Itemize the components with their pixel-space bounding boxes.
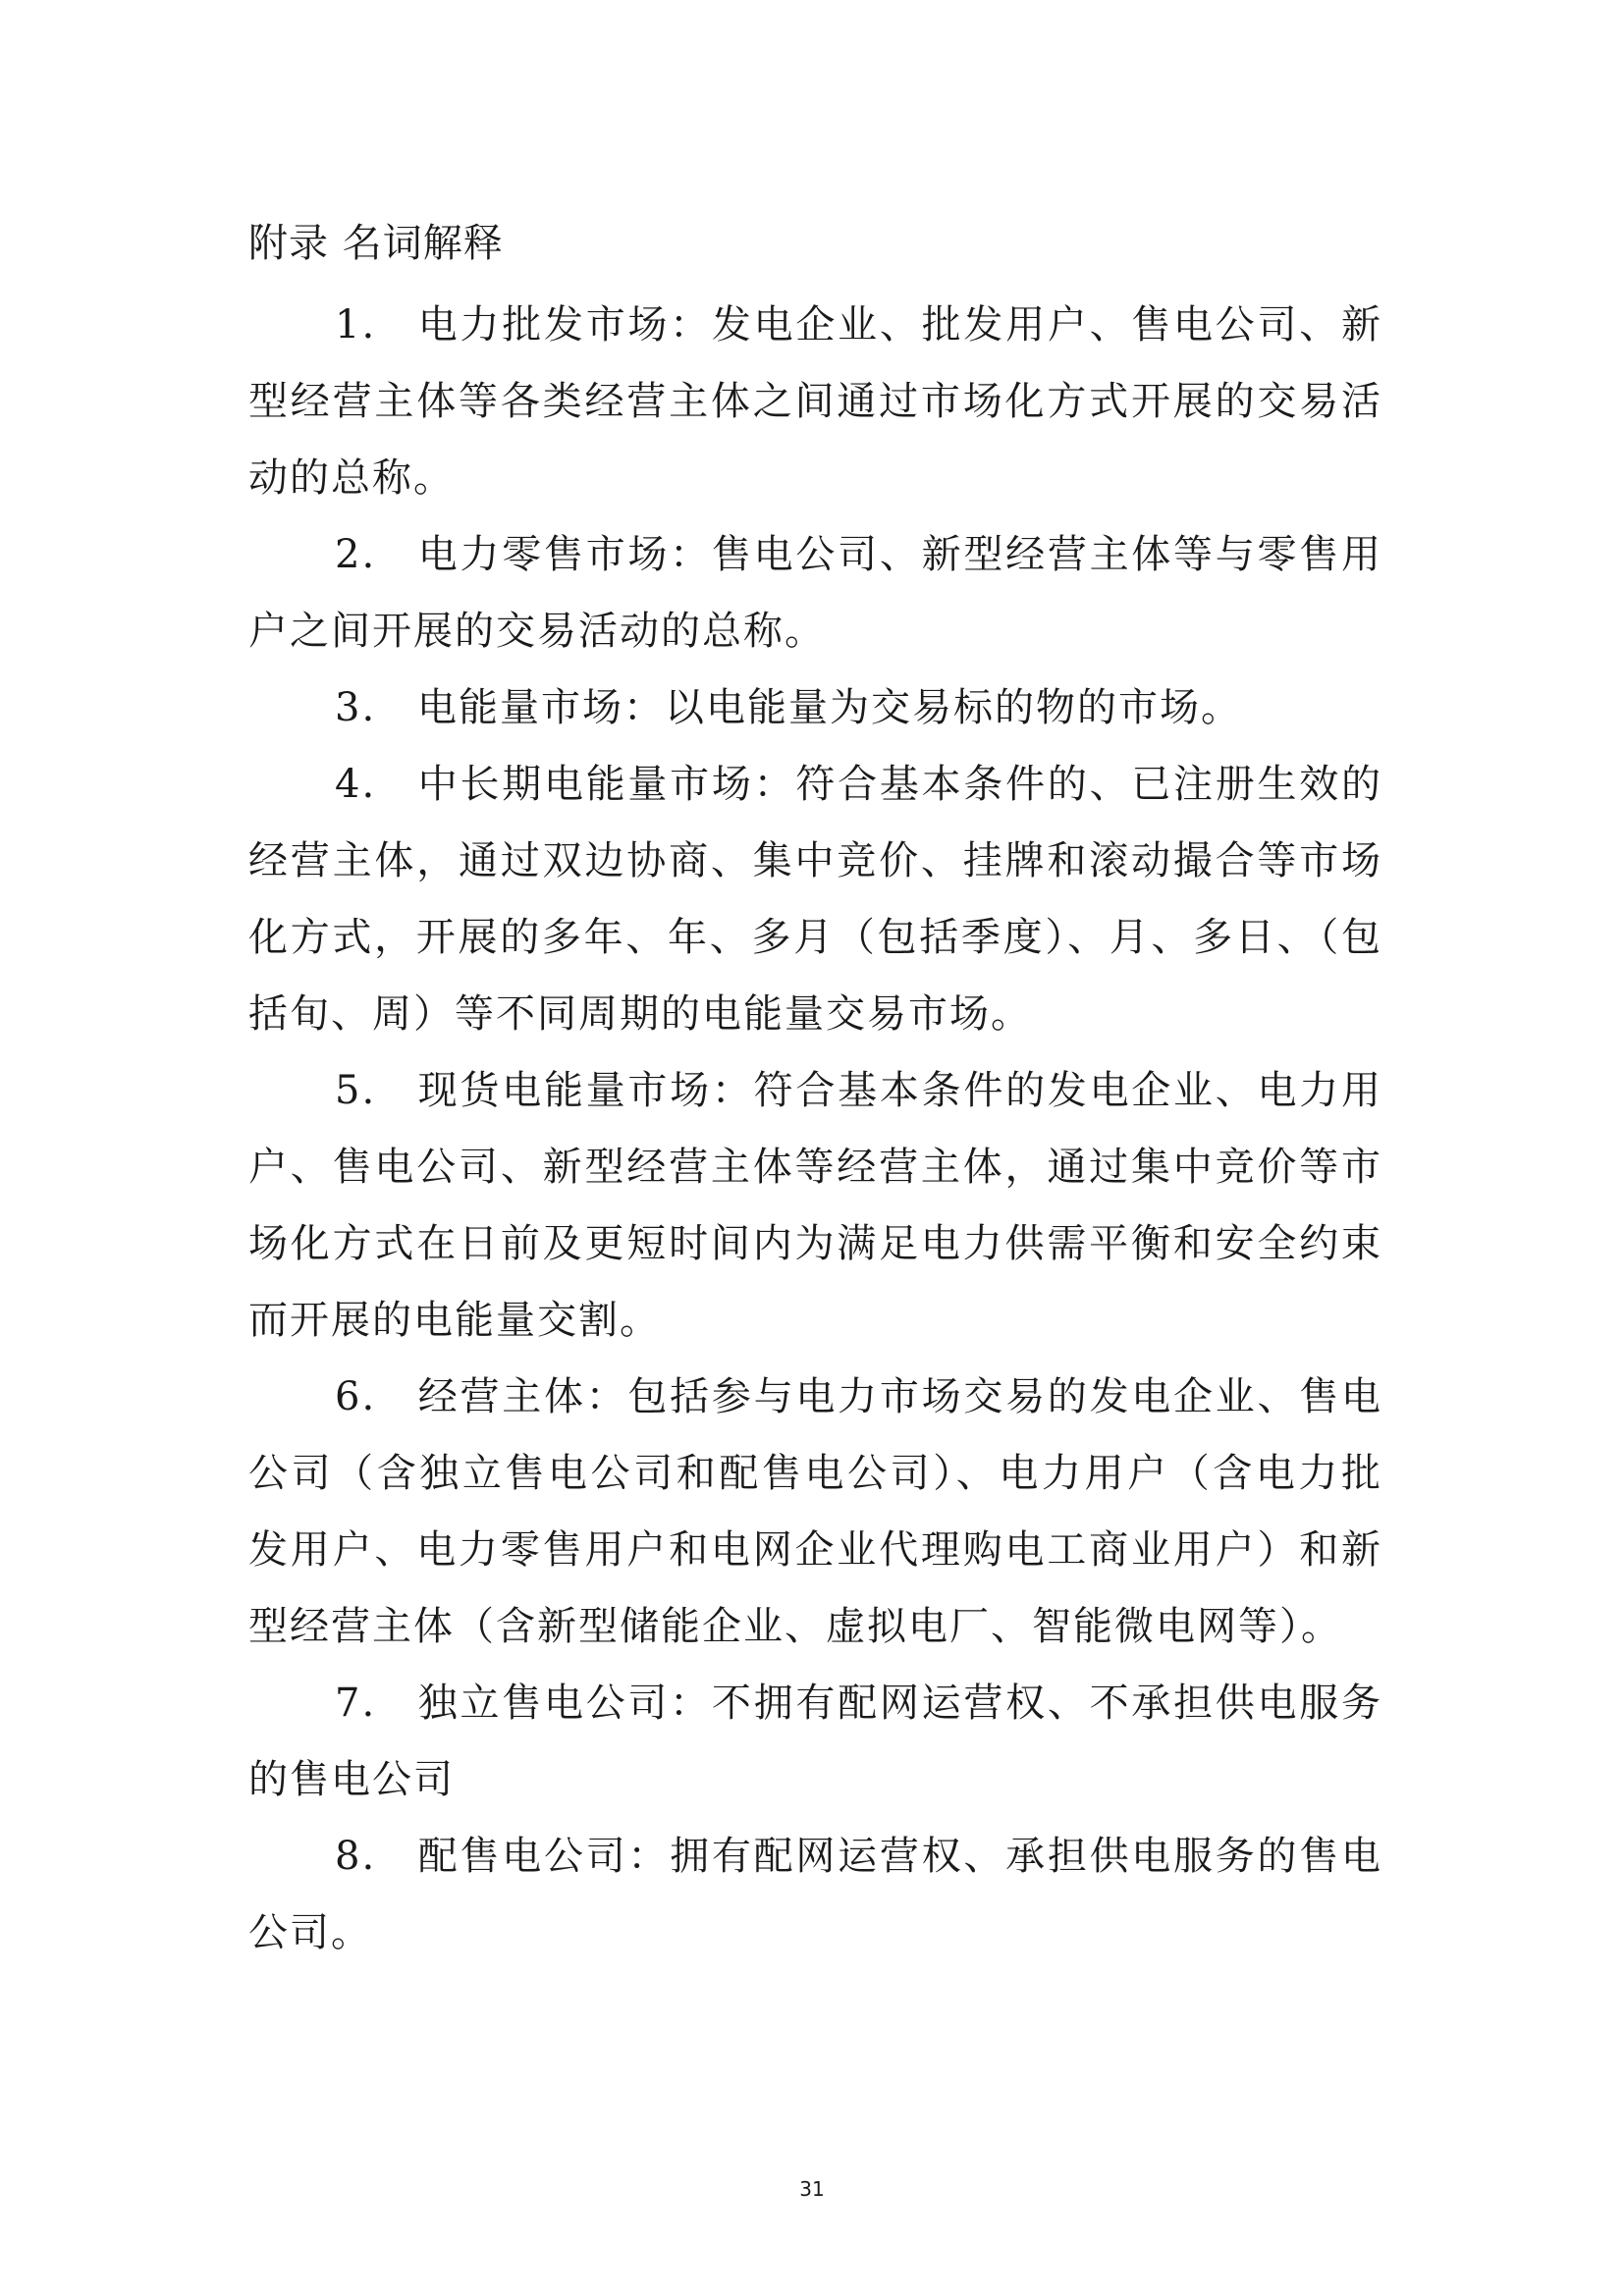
item-number: 8. bbox=[335, 1834, 377, 1879]
appendix-heading: 附录 名词解释 bbox=[248, 221, 504, 266]
item-text: 电力零售市场：售电公司、新型经营主体等与零售用户之间开展的交易活动的总称。 bbox=[248, 532, 1382, 654]
item-text: 现货电能量市场：符合基本条件的发电企业、电力用户、售电公司、新型经营主体等经营主体，通过集中竞价等市场化方式在日前及更短时间内为满足电力供需平衡和安全约束而开展的电能量交割。 bbox=[248, 1068, 1382, 1343]
page-number: 31 bbox=[799, 2177, 825, 2201]
definitions-list bbox=[248, 287, 1382, 1971]
definition-item-5 bbox=[248, 1052, 1382, 1359]
item-text: 电能量市场：以电能量为交易标的物的市场。 bbox=[417, 685, 1242, 730]
definition-item-8 bbox=[248, 1818, 1382, 1971]
item-number: 4. bbox=[335, 762, 377, 807]
item-text: 配售电公司：拥有配网运营权、承担供电服务的售电公司。 bbox=[248, 1834, 1382, 1955]
item-number: 7. bbox=[335, 1681, 377, 1726]
item-text: 电力批发市场：发电企业、批发用户、售电公司、新型经营主体等各类经营主体之间通过市场化方式开展的交易活动的总称。 bbox=[248, 302, 1382, 501]
item-number: 6. bbox=[335, 1374, 377, 1419]
definition-item-7 bbox=[248, 1665, 1382, 1818]
item-number: 1. bbox=[335, 302, 377, 347]
definition-item-1 bbox=[248, 287, 1382, 516]
definition-item-3 bbox=[248, 669, 1382, 746]
item-text: 独立售电公司：不拥有配网运营权、不承担供电服务的售电公司 bbox=[248, 1681, 1382, 1802]
item-number: 5. bbox=[335, 1068, 377, 1113]
item-text: 中长期电能量市场：符合基本条件的、已注册生效的经营主体，通过双边协商、集中竞价、挂牌和滚动撮合等市场化方式，开展的多年、年、多月（包括季度）、月、多日、（包括旬、周）等不同周期的电能量交易市场。 bbox=[248, 762, 1382, 1037]
item-text: 经营主体：包括参与电力市场交易的发电企业、售电公司（含独立售电公司和配售电公司）、电力用户（含电力批发用户、电力零售用户和电网企业代理购电工商业用户）和新型经营主体（含新型储能企业、虚拟电厂、智能微电网等）。 bbox=[248, 1374, 1382, 1649]
definition-item-6 bbox=[248, 1359, 1382, 1665]
item-number: 3. bbox=[335, 685, 377, 730]
definition-item-4 bbox=[248, 746, 1382, 1052]
definition-item-2 bbox=[248, 516, 1382, 669]
item-number: 2. bbox=[335, 532, 377, 577]
